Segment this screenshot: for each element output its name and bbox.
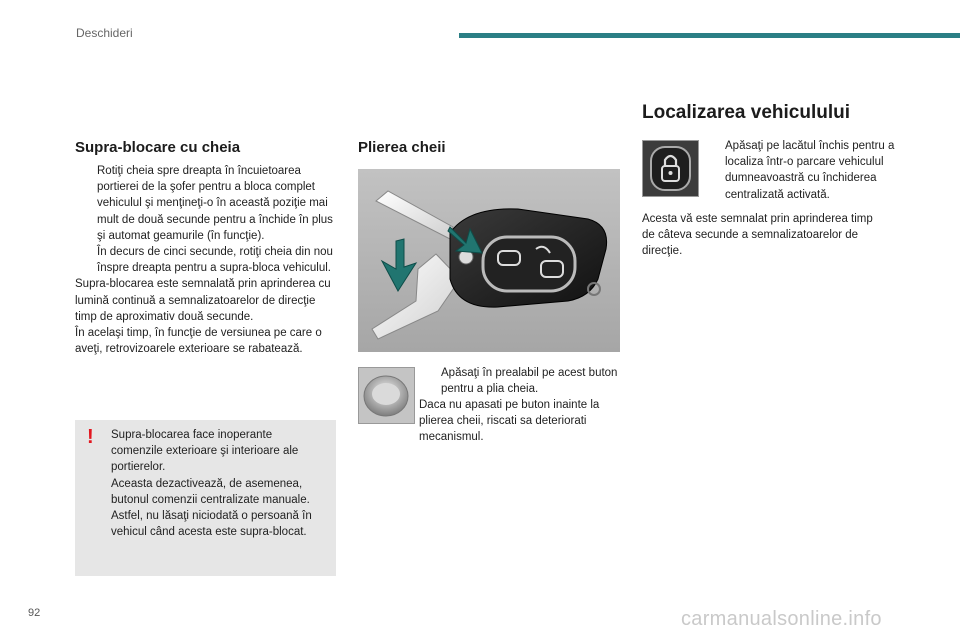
bullet-text: Rotiţi cheia spre dreapta în încuietoarea portierei de la şofer pentru a bloca complet vehiculul şi menţineţi-o în această poziţie mai mult de două secunde pentru a închide în plus şi automat geamurile (în funcţie). bbox=[97, 165, 333, 242]
fold-button-svg bbox=[359, 368, 414, 423]
paragraph: Supra-blocarea este semnalată prin aprinderea cu lumină continuă a semnalizatoarelor de direcţie timp de aproximativ două secunde. bbox=[75, 278, 331, 323]
warning-text: Supra-blocarea face inoperante comenzile exterioare şi interioare ale portierelor. Aceasta dezactivează, de asemenea, butonul comenzii centralizate manuale. Astfel, nu lăsaţi niciodată o persoană în vehicul când acesta este supra-blocat. bbox=[111, 429, 312, 539]
list-item bbox=[419, 365, 619, 397]
list-item bbox=[75, 244, 337, 276]
bullet-text: Apăsaţi în prealabil pe acest buton pentru a plia cheia. bbox=[441, 367, 618, 396]
key-remote-svg bbox=[358, 169, 620, 352]
fold-button-icon bbox=[358, 367, 415, 424]
header-accent-bar bbox=[459, 33, 960, 38]
lock-button-svg bbox=[643, 141, 698, 196]
plierea-warning-paragraph: Daca nu apasati pe buton inainte la plierea cheii, riscati sa deteriorati mecanismul. bbox=[419, 399, 600, 444]
page-number: 92 bbox=[28, 607, 41, 619]
key-remote-illustration bbox=[358, 169, 620, 352]
supra-blocare-body bbox=[75, 163, 337, 357]
list-item bbox=[75, 163, 337, 244]
localizarea-body bbox=[703, 138, 903, 203]
section-title-localizarea: Localizarea vehiculului bbox=[642, 102, 851, 123]
list-item bbox=[703, 138, 903, 203]
lock-button-icon bbox=[642, 140, 699, 197]
section-title-supra-blocare: Supra-blocare cu cheia bbox=[75, 139, 241, 156]
bullet-text: Apăsaţi pe lacătul închis pentru a localiza într-o parcare vehiculul dumneavoastră cu închiderea centralizată activată. bbox=[725, 140, 895, 201]
watermark: carmanualsonline.info bbox=[681, 608, 882, 630]
section-title-plierea: Plierea cheii bbox=[358, 139, 446, 156]
bullet-text: În decurs de cinci secunde, rotiţi cheia din nou înspre dreapta pentru a supra-bloca vehiculul. bbox=[97, 246, 333, 275]
warning-icon: ! bbox=[87, 426, 94, 448]
localizarea-paragraph: Acesta vă este semnalat prin aprinderea timp de câteva secunde a semnalizatoarelor de direcţie. bbox=[642, 213, 873, 258]
running-header: Deschideri bbox=[76, 26, 133, 40]
paragraph: În acelaşi timp, în funcţie de versiunea pe care o aveţi, retrovizoarele exterioare se rabatează. bbox=[75, 327, 322, 356]
plierea-body bbox=[419, 365, 619, 397]
warning-box bbox=[75, 420, 336, 576]
